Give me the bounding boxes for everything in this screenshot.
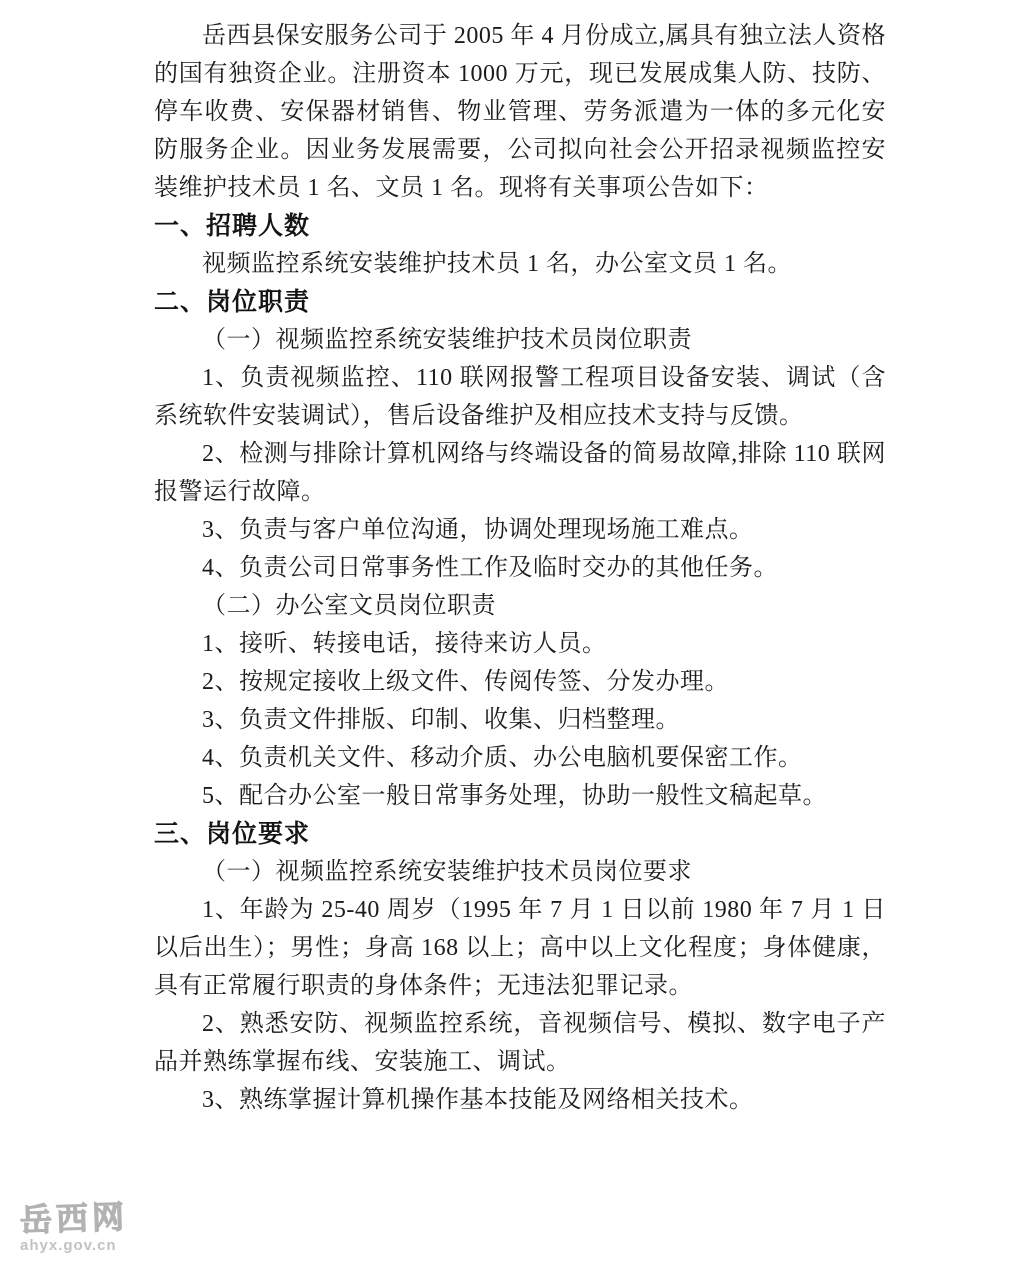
paragraph-duties-tech-item4: 4、负责公司日常事务性工作及临时交办的其他任务。	[202, 555, 778, 581]
section-heading-job-duties: 二、岗位职责	[154, 288, 311, 316]
paragraph-duties-clerk-item4: 4、负责机关文件、移动介质、办公电脑机要保密工作。	[202, 745, 803, 771]
paragraph-requirements-item2: 2、熟悉安防、视频监控系统，音视频信号、模拟、数字电子产品并熟练掌握布线、安装施工、调试。	[154, 1011, 886, 1075]
paragraph-duties-sub2-title: （二）办公室文员岗位职责	[202, 593, 496, 619]
site-watermark	[20, 1200, 160, 1255]
paragraph-requirements-sub1-title: （一）视频监控系统安装维护技术员岗位要求	[202, 859, 692, 885]
intro-paragraph: 岳西县保安服务公司于 2005 年 4 月份成立,属具有独立法人资格的国有独资企业。注册资本 1000 万元，现已发展成集人防、技防、停车收费、安保器材销售、物业管理、劳务派遣为一体的多元化安防服务企业。因业务发展需要，公司拟向社会公开招录视频监控安装维护技术员 1 名、文员 1 名。现将有关事项公告如下：	[154, 23, 886, 201]
paragraph-duties-clerk-item1: 1、接听、转接电话，接待来访人员。	[202, 631, 607, 657]
paragraph-duties-sub1-title: （一）视频监控系统安装维护技术员岗位职责	[202, 327, 692, 353]
paragraph-requirements-item3: 3、熟练掌握计算机操作基本技能及网络相关技术。	[202, 1087, 754, 1113]
paragraph-recruitment-count: 视频监控系统安装维护技术员 1 名，办公室文员 1 名。	[202, 251, 792, 277]
site-watermark-url: ahyx.gov.cn	[20, 1237, 117, 1254]
site-watermark-logo: 岳西网	[19, 1198, 129, 1239]
paragraph-duties-clerk-item5: 5、配合办公室一般日常事务处理，协助一般性文稿起草。	[202, 783, 827, 809]
section-heading-job-requirements: 三、岗位要求	[154, 820, 311, 848]
paragraph-duties-tech-item1: 1、负责视频监控、110 联网报警工程项目设备安装、调试（含系统软件安装调试），售后设备维护及相应技术支持与反馈。	[154, 365, 886, 429]
paragraph-duties-clerk-item3: 3、负责文件排版、印制、收集、归档整理。	[202, 707, 680, 733]
paragraph-duties-tech-item2: 2、检测与排除计算机网络与终端设备的简易故障,排除 110 联网报警运行故障。	[154, 441, 886, 505]
paragraph-duties-tech-item3: 3、负责与客户单位沟通，协调处理现场施工难点。	[202, 517, 754, 543]
announcement-document	[154, 17, 886, 1119]
section-heading-recruitment-count: 一、招聘人数	[154, 212, 311, 240]
paragraph-requirements-item1: 1、年龄为 25-40 周岁（1995 年 7 月 1 日以前 1980 年 7 月 1 日以后出生）；男性；身高 168 以上；高中以上文化程度；身体健康，具有正常履行职责的身体条件；无违法犯罪记录。	[154, 897, 886, 999]
paragraph-duties-clerk-item2: 2、按规定接收上级文件、传阅传签、分发办理。	[202, 669, 729, 695]
